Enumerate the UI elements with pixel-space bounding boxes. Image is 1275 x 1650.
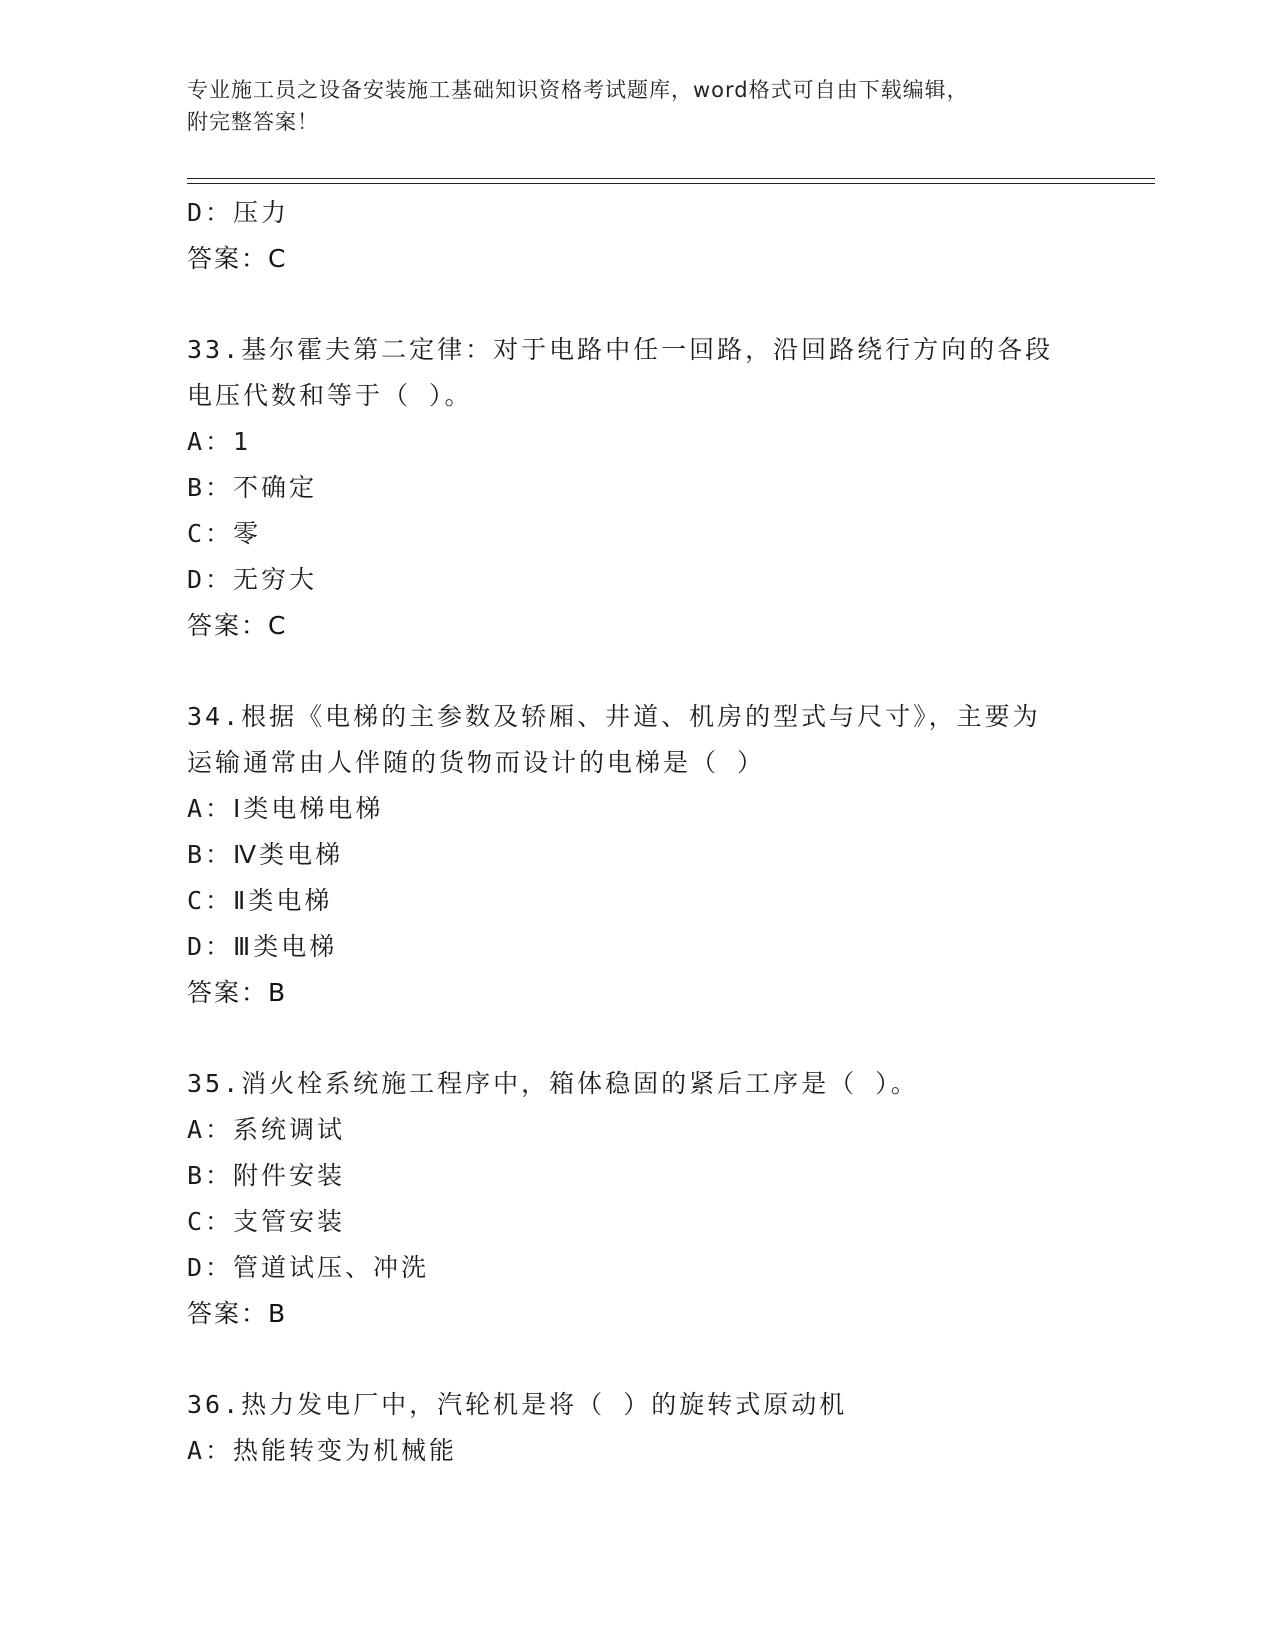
option-d: D：管道试压、冲洗	[187, 1253, 430, 1282]
option-b: B：Ⅳ类电梯	[187, 840, 344, 869]
question-text-line: 33.基尔霍夫第二定律：对于电路中任一回路，沿回路绕行方向的各段	[187, 335, 1054, 364]
document-header	[187, 74, 1067, 138]
question-text-line: 34.根据《电梯的主参数及轿厢、井道、机房的型式与尺寸》，主要为	[187, 702, 1041, 731]
option-a: A：1	[187, 427, 252, 456]
option-a: A：热能转变为机械能	[187, 1436, 458, 1465]
question-35	[187, 1061, 1087, 1107]
question-34	[187, 694, 1087, 786]
header-divider	[187, 178, 1155, 179]
header-line-1: 专业施工员之设备安装施工基础知识资格考试题库，word格式可自由下载编辑，	[187, 78, 969, 102]
question-text-line: 36.热力发电厂中，汽轮机是将（ ）的旋转式原动机	[187, 1390, 848, 1419]
question-text-line: 电压代数和等于（ ）。	[187, 381, 473, 410]
question-33	[187, 327, 1087, 419]
header-line-2: 附完整答案！	[187, 110, 319, 134]
question-36	[187, 1382, 1087, 1428]
question-list	[187, 190, 1087, 1474]
answer-line: 答案：B	[187, 1299, 288, 1328]
option-c: C：支管安装	[187, 1207, 346, 1236]
option-d: D：压力	[187, 198, 290, 227]
option-d: D：无穷大	[187, 565, 318, 594]
option-c: C：Ⅱ类电梯	[187, 886, 333, 915]
option-b: B：附件安装	[187, 1161, 346, 1190]
option-a: A：系统调试	[187, 1115, 346, 1144]
question-text-line: 运输通常由人伴随的货物而设计的电梯是（ ）	[187, 748, 766, 777]
answer-line: 答案：C	[187, 244, 288, 273]
question-spacer	[187, 649, 1087, 694]
option-d: D：Ⅲ类电梯	[187, 932, 338, 961]
question-text-line: 35.消火栓系统施工程序中，箱体稳固的紧后工序是（ ）。	[187, 1069, 919, 1098]
answer-line: 答案：C	[187, 611, 288, 640]
answer-line: 答案：B	[187, 978, 288, 1007]
option-c: C：零	[187, 519, 262, 548]
question-spacer	[187, 282, 1087, 327]
option-b: B：不确定	[187, 473, 318, 502]
option-a: A：Ⅰ类电梯电梯	[187, 794, 384, 823]
header-divider-double	[187, 183, 1155, 184]
question-spacer	[187, 1337, 1087, 1382]
question-spacer	[187, 1016, 1087, 1061]
